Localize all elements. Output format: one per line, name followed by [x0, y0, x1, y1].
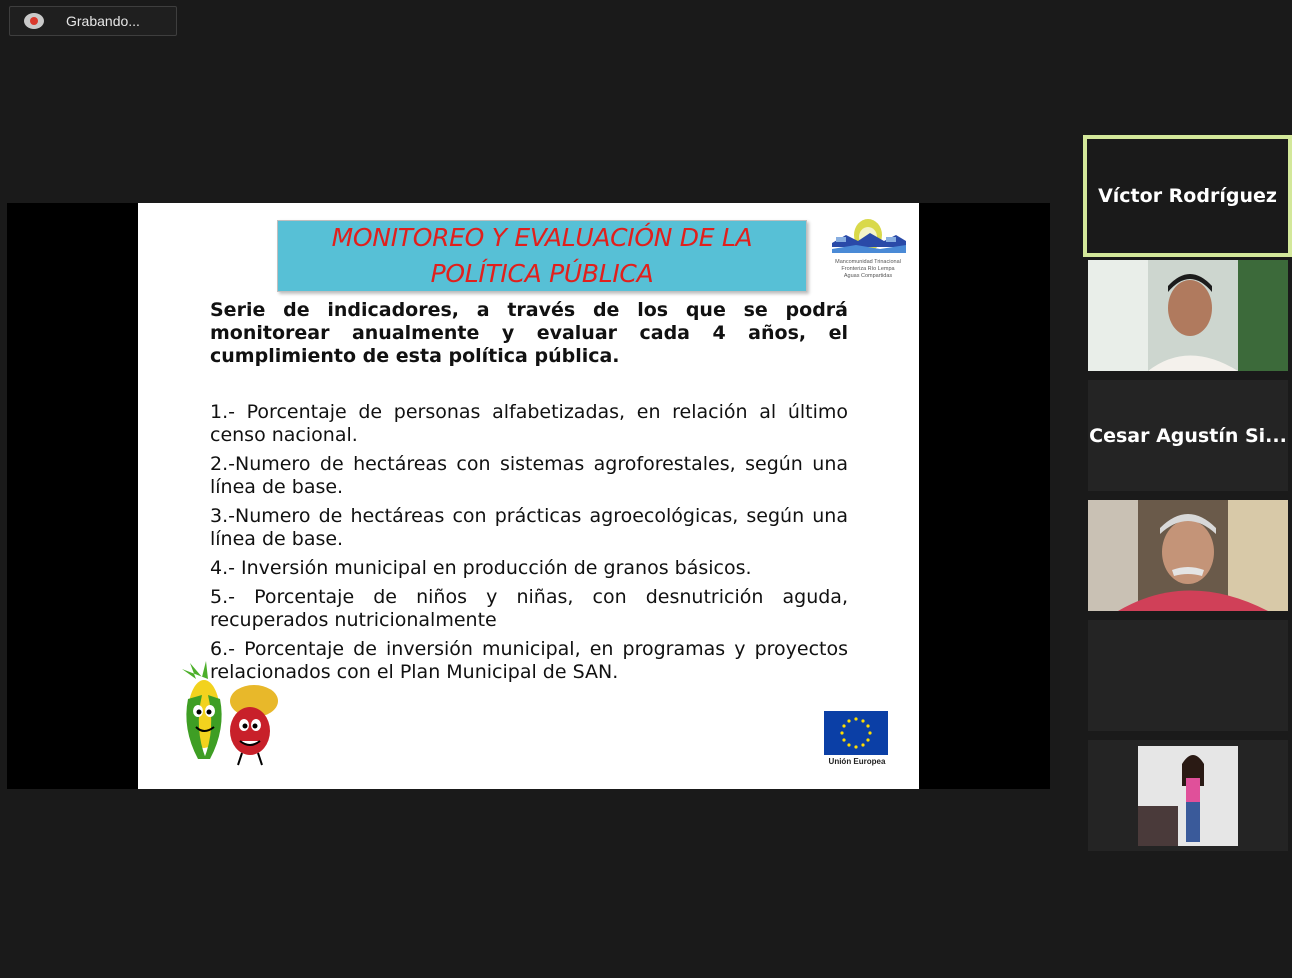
indicator-item: 3.-Numero de hectáreas con prácticas agroecológicas, según una línea de base.	[210, 505, 848, 550]
indicator-list	[210, 401, 848, 690]
indicator-item: 6.- Porcentaje de inversión municipal, en programas y proyectos relacionados con el Plan Municipal de SAN.	[210, 638, 848, 683]
indicator-item: 1.- Porcentaje de personas alfabetizadas, en relación al último censo nacional.	[210, 401, 848, 446]
logo-text-line1: Mancomunidad Trinacional	[835, 259, 901, 265]
participant-empty-tile[interactable]	[1088, 620, 1288, 731]
participant-tile-active[interactable]	[1083, 135, 1292, 257]
recording-label: Grabando...	[66, 13, 140, 29]
mancomunidad-logo	[826, 217, 910, 287]
participant-avatar-icon	[1138, 746, 1238, 846]
participant-name: Cesar Agustín Si...	[1089, 424, 1287, 447]
mancomunidad-logo-text	[826, 259, 910, 280]
indicator-item: 4.- Inversión municipal en producción de granos básicos.	[210, 557, 752, 579]
shared-screen	[7, 203, 1050, 789]
participant-name-box	[1088, 380, 1288, 491]
eu-label: Unión Europea	[828, 757, 886, 766]
indicator-item: 5.- Porcentaje de niños y niñas, con desnutrición aguda, recuperados nutricionalmente	[210, 586, 848, 631]
corn-bean-mascots-icon	[176, 659, 286, 769]
participant-video-tile[interactable]	[1088, 500, 1288, 611]
eu-flag-icon	[824, 711, 888, 755]
slide-title-box	[277, 220, 807, 292]
participant-name: Víctor Rodríguez	[1098, 185, 1277, 207]
slide-intro: Serie de indicadores, a través de los que se podrá monitorear anualmente y evaluar cada 4 años, el cumplimiento de esta política pública.	[210, 299, 848, 367]
recording-indicator[interactable]	[9, 6, 177, 36]
participant-video-icon	[1088, 500, 1288, 611]
record-icon	[24, 13, 44, 29]
mancomunidad-logo-icon	[826, 217, 910, 259]
participant-video-icon	[1088, 260, 1288, 371]
logo-text-line2: Fronteriza Río Lempa	[841, 266, 895, 272]
slide-title-line2: POLÍTICA PÚBLICA	[430, 259, 654, 288]
participant-photo-tile[interactable]	[1088, 740, 1288, 851]
eu-stars-icon	[824, 711, 888, 755]
slide-title-line1: MONITOREO Y EVALUACIÓN DE LA	[331, 223, 753, 252]
logo-text-line3: Aguas Compartidas	[843, 273, 893, 279]
participant-name-tile[interactable]	[1088, 380, 1288, 491]
participant-video-tile[interactable]	[1088, 260, 1288, 371]
indicator-item: 2.-Numero de hectáreas con sistemas agroforestales, según una línea de base.	[210, 453, 848, 498]
presentation-slide	[138, 203, 919, 789]
